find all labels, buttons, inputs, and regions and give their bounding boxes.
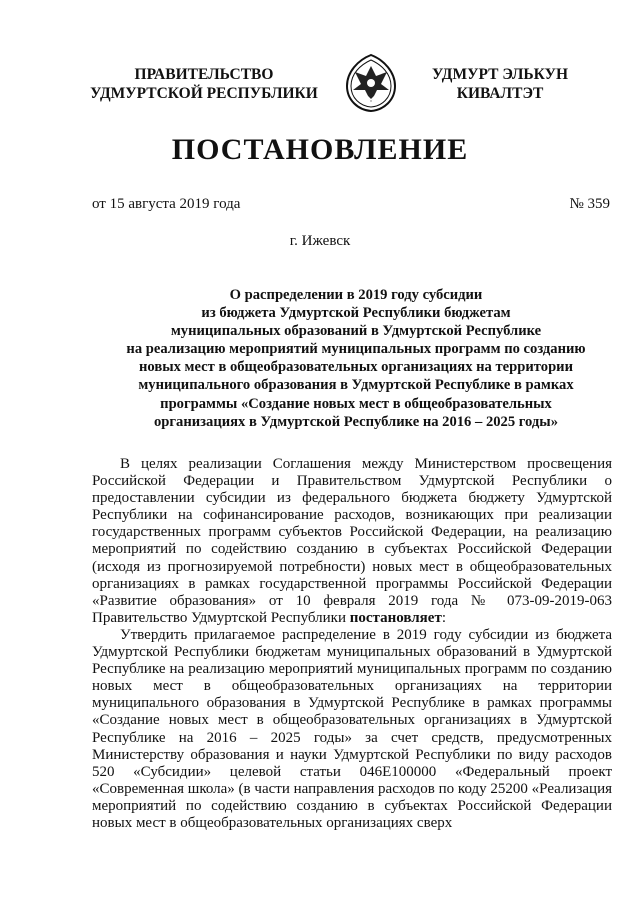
title-line: на реализацию мероприятий муниципальных программ по созданию <box>126 341 586 358</box>
document-title <box>100 286 612 431</box>
body-paragraph-1 <box>92 456 612 627</box>
document-body <box>92 456 612 832</box>
title-line: новых мест в общеобразовательных организациях на территории <box>138 359 573 376</box>
title-line: муниципального образования в Удмуртской Республике в рамках <box>138 377 574 394</box>
document-date: от 15 августа 2019 года <box>92 196 241 212</box>
paragraph-1-text: В целях реализации Соглашения между Министерством просвещения Российской Федерации и Правительством Удмуртской Республики о предоставлении субсидии из федерального бюджета бюджету Удмуртской Республики на софинансирование расходов, возникающих при реализации государственных программ субъектов Российской Федерации, на реализацию мероприятий по содействию созданию в субъектах Российской Федерации (исходя из прогнозируемой потребности) новых мест в общеобразовательных организациях в рамках государственной программы Российской Федерации «Развитие образования» от 10 февраля 2019 года № 073-09-2019-063 Правительство Удмуртской Республики <box>92 456 612 626</box>
header-left <box>88 65 320 103</box>
document-number: № 359 <box>569 196 610 212</box>
udmurt-coat-of-arms-icon <box>340 52 402 114</box>
body-paragraph-2: Утвердить прилагаемое распределение в 2019 году субсидии из бюджета Удмуртской Республики бюджетам муниципальных образований в Удмуртской Республике на реализацию мероприятий муниципальных программ по созданию новых мест в общеобразовательных организациях на территории муниципального образования в Удмуртской Республике в рамках программы «Создание новых мест в общеобразовательных организациях в Удмуртской Республике на 2016 – 2025 годы» за счет средств, предусмотренных Министерству образования и науки Удмуртской Республики по виду расходов 520 «Субсидии» целевой статьи 046E100000 «Федеральный проект «Современная школа» (в части направления расходов по коду 25200 «Реализация мероприятий по содействию созданию в субъектах Российской Федерации новых мест в общеобразовательных организациях сверх <box>92 626 612 831</box>
title-line: муниципальных образований в Удмуртской Республике <box>170 323 542 340</box>
title-line: программы «Создание новых мест в общеобразовательных <box>160 395 552 412</box>
title-line: из бюджета Удмуртской Республики бюджетам <box>201 305 511 322</box>
header-right <box>420 65 580 103</box>
header-right-line1: УДМУРТ ЭЛЬКУН <box>431 66 569 83</box>
title-line: организациях в Удмуртской Республике на 2016 – 2025 годы» <box>154 413 558 430</box>
document-city: г. Ижевск <box>289 233 351 249</box>
document-type-heading: ПОСТАНОВЛЕНИЕ <box>171 133 469 166</box>
header-left-line1: ПРАВИТЕЛЬСТВО <box>134 66 274 83</box>
paragraph-1-bold-verb: постановляет <box>349 609 442 626</box>
header-right-line2: КИВАЛТЭТ <box>456 85 544 102</box>
paragraph-1-colon: : <box>441 609 446 626</box>
header-left-line2: УДМУРТСКОЙ РЕСПУБЛИКИ <box>90 85 318 102</box>
title-line: О распределении в 2019 году субсидии <box>229 287 483 303</box>
